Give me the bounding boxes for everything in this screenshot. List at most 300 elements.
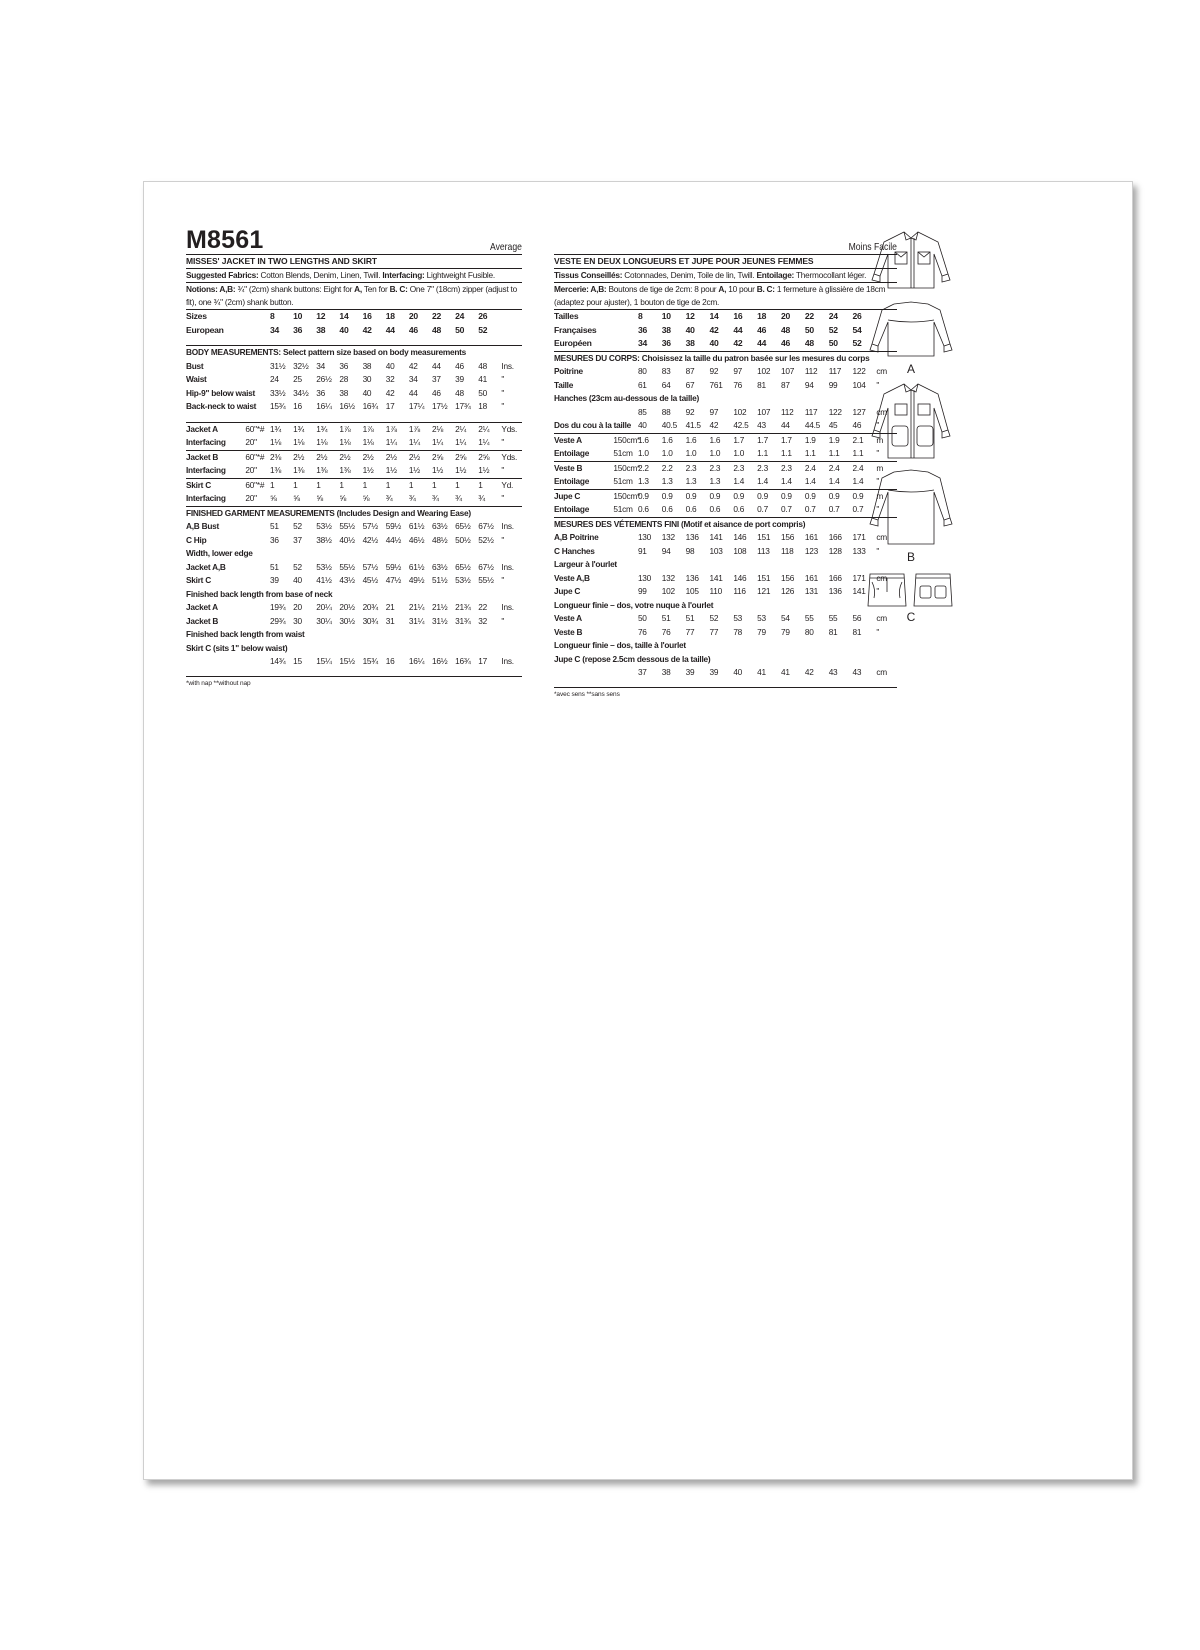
size-value: 1	[478, 478, 501, 492]
size-value: 122	[828, 406, 842, 417]
row-label: Veste A	[554, 613, 582, 624]
size-value: 2.3	[686, 461, 710, 475]
table-row	[554, 517, 897, 531]
size-value: 17	[385, 401, 395, 412]
fabric-width	[245, 324, 270, 338]
size-value: 14¾	[270, 656, 286, 667]
size-value: 1.4	[828, 476, 840, 487]
size-value: 141	[709, 572, 723, 583]
size-value: 16	[293, 401, 302, 412]
size-value: 30¾	[362, 615, 378, 626]
notions-view: A,	[354, 284, 362, 295]
fabric-width	[245, 655, 270, 669]
size-value: 94	[804, 379, 814, 390]
notions-en	[186, 283, 522, 310]
spacer	[186, 337, 522, 346]
size-value: 38½	[316, 534, 332, 545]
table-row	[186, 534, 522, 548]
pattern-title-fr: VESTE EN DEUX LONGUEURS ET JUPE POUR JEUNES FEMMES	[554, 255, 897, 269]
row-label: Jupe C	[554, 586, 581, 597]
row-label	[554, 406, 613, 420]
size-value: 1½	[408, 465, 420, 476]
fabric-width	[613, 531, 638, 545]
size-value: 51½	[431, 575, 448, 586]
row-label: Jacket B	[186, 450, 245, 464]
size-value: 43	[828, 667, 838, 678]
size-value: 2.4	[829, 461, 853, 475]
row-label: Veste B	[554, 626, 583, 637]
size-value: 166	[828, 572, 842, 583]
size-value: 0.9	[757, 489, 781, 503]
size-value: 15½	[339, 656, 355, 667]
size-value: 1½	[455, 465, 467, 476]
unit: "	[876, 379, 880, 390]
unit: Yds.	[501, 422, 522, 436]
fabric-width: 150cm*	[613, 461, 638, 475]
size-value: 40	[709, 338, 719, 349]
size-value: 1⅞	[339, 422, 362, 436]
footnote-en: *with nap **without nap	[186, 676, 522, 687]
table-row	[186, 387, 522, 401]
size-value: 8	[270, 311, 275, 322]
unit: "	[876, 420, 880, 431]
table-row	[554, 531, 897, 545]
unit: Ins.	[501, 360, 514, 371]
size-value: 38	[316, 324, 326, 335]
size-value: 63½	[431, 521, 448, 532]
size-value: 1¼	[385, 437, 397, 448]
table-row	[554, 626, 897, 640]
unit: Yds.	[501, 450, 522, 464]
size-value: 136	[828, 586, 842, 597]
fabric-width: 150cm*	[613, 433, 638, 447]
english-header	[186, 226, 522, 255]
size-value: 38	[339, 387, 349, 398]
size-value: 65½	[455, 521, 471, 532]
size-value: 1.4	[733, 476, 745, 487]
size-value: 30¼	[316, 615, 332, 626]
size-value: 81	[828, 626, 838, 637]
size-value: 57½	[362, 561, 378, 572]
size-value: 30	[293, 615, 302, 626]
size-value: 0.9	[829, 489, 853, 503]
size-value: 16½	[431, 656, 448, 667]
size-value: 117	[804, 406, 818, 417]
size-value: 0.7	[781, 504, 792, 515]
size-value: 102	[661, 586, 675, 597]
size-value: 26	[852, 311, 862, 322]
table-row	[186, 642, 522, 656]
size-value: 1⅜	[270, 465, 282, 476]
table-row	[186, 324, 522, 338]
table-row	[186, 588, 522, 602]
size-value: 54	[781, 613, 790, 624]
size-value: 1¾	[270, 422, 293, 436]
size-value: 1⅞	[409, 422, 432, 436]
size-value: 61½	[408, 561, 425, 572]
table-row	[186, 450, 522, 464]
size-value: 24	[455, 311, 465, 322]
size-value: 76	[733, 379, 743, 390]
size-value: 18	[478, 401, 487, 412]
fabric-width	[245, 601, 270, 615]
unit: "	[876, 476, 880, 487]
size-value: 65½	[455, 561, 471, 572]
size-value: 46	[408, 324, 418, 335]
view-label-b: B	[906, 550, 915, 564]
size-value: 17¼	[408, 401, 425, 412]
size-value: 79	[757, 626, 766, 637]
size-value: 37	[293, 534, 302, 545]
size-value: 51	[685, 613, 695, 624]
size-value: 55½	[478, 575, 494, 586]
size-value: 39	[709, 667, 719, 678]
size-value: 2½	[339, 450, 362, 464]
table-row	[186, 310, 522, 324]
size-value: 53	[757, 613, 766, 624]
size-value: ⅝	[362, 493, 370, 504]
table-row	[554, 406, 897, 420]
table-row	[554, 572, 897, 586]
size-value: 37	[637, 667, 647, 678]
fabric-width	[245, 360, 270, 374]
size-value: 36	[270, 534, 279, 545]
footnote-fr: *avec sens **sans sens	[554, 687, 897, 698]
notions-text: Boutons de tige de 2cm: 8 pour	[606, 284, 719, 295]
row-label: Jacket A	[186, 602, 218, 613]
english-column	[186, 226, 522, 687]
fabric-width: 60"*#	[245, 450, 270, 464]
size-value: 121	[757, 586, 771, 597]
size-value: 128	[828, 545, 842, 556]
table-row	[554, 419, 897, 433]
size-value: 61	[637, 379, 647, 390]
size-value: 20½	[339, 602, 355, 613]
size-value: 44	[781, 420, 790, 431]
fabric-width	[613, 337, 638, 351]
section-heading: MESURES DES VÉTEMENTS FINI (Motif et aisance de port compris)	[554, 517, 897, 531]
size-value: 41.5	[685, 420, 701, 431]
size-value: 17	[478, 656, 487, 667]
size-value: 2.2	[638, 461, 662, 475]
size-value: 44½	[385, 534, 402, 545]
size-value: 44	[733, 324, 743, 335]
table-row	[186, 655, 522, 669]
size-value: 50	[804, 324, 814, 335]
size-value: 17½	[431, 401, 448, 412]
size-value: 32	[385, 374, 395, 385]
size-value: 1¾	[316, 422, 339, 436]
size-value: 1.6	[662, 433, 686, 447]
size-value: 104	[852, 379, 866, 390]
row-label: Poitrine	[554, 366, 583, 377]
size-value: 1	[455, 478, 478, 492]
row-label: Européen	[554, 338, 592, 349]
size-value: ⅝	[270, 493, 277, 504]
size-value: 38	[661, 667, 671, 678]
size-value: 16	[362, 311, 372, 322]
row-label: Jacket B	[186, 615, 219, 626]
row-label: Entoilage	[554, 476, 590, 487]
size-value: 55	[828, 613, 838, 624]
size-value: 1⅛	[339, 437, 351, 448]
notions-text: ¾" (2cm) shank buttons: Eight for	[235, 284, 355, 295]
size-value: 76	[637, 626, 647, 637]
size-value: 1¼	[408, 437, 420, 448]
table-row	[554, 365, 897, 379]
interfacing-text: Lightweight Fusible.	[424, 270, 495, 280]
row-heading: Longueur finie – dos, taille à l'ourlet	[554, 640, 686, 651]
size-value: 1	[363, 478, 386, 492]
size-value: 52	[828, 324, 838, 335]
row-label: Hip-9" below waist	[186, 387, 256, 398]
size-value: 1.4	[757, 476, 768, 487]
size-value: 18	[757, 311, 767, 322]
size-value: 45	[828, 420, 838, 431]
row-label: A,B Bust	[186, 521, 220, 532]
table-row	[554, 653, 897, 667]
size-value: 44.5	[804, 420, 820, 431]
fabric-width	[613, 406, 638, 420]
size-value: 99	[637, 586, 647, 597]
size-value: 1.0	[685, 448, 697, 459]
size-value: 1.6	[638, 433, 662, 447]
size-value: 1	[293, 478, 316, 492]
size-value: 53½	[316, 561, 332, 572]
size-value: 63½	[431, 561, 448, 572]
size-value: 8	[637, 311, 643, 322]
unit: "	[501, 387, 505, 398]
size-value: 108	[733, 545, 747, 556]
size-value: 40½	[339, 534, 355, 545]
size-value: 1¼	[455, 437, 467, 448]
size-value: 36	[661, 338, 671, 349]
size-value: 1½	[362, 465, 374, 476]
fabric-width	[245, 615, 270, 629]
size-value: 99	[828, 379, 838, 390]
size-value: 16	[385, 656, 395, 667]
size-value: 1.4	[804, 476, 816, 487]
unit: Ins.	[501, 521, 514, 532]
row-label	[186, 655, 245, 669]
unit	[501, 324, 522, 338]
size-value: 2½	[293, 450, 316, 464]
fabric-width	[613, 379, 638, 393]
size-value: 98	[685, 545, 695, 556]
row-label: Jacket A	[186, 422, 245, 436]
size-value: 49½	[408, 575, 425, 586]
size-value: 171	[852, 572, 866, 583]
table-row	[186, 346, 522, 360]
size-value: 42	[362, 324, 372, 335]
row-label: Interfacing	[186, 493, 226, 504]
size-value: 0.6	[637, 504, 649, 515]
size-value: 146	[733, 572, 747, 583]
table-row	[554, 337, 897, 351]
fabric-width: 51cm	[613, 504, 633, 515]
size-value: 136	[685, 532, 699, 543]
row-heading: Width, lower edge	[186, 548, 253, 559]
size-value: 80	[637, 366, 647, 377]
size-value: 1	[386, 478, 409, 492]
table-row	[186, 506, 522, 520]
size-value: 1.0	[637, 448, 649, 459]
size-value: 53½	[316, 521, 332, 532]
fabric-width	[245, 534, 270, 548]
size-value: 2½	[386, 450, 409, 464]
size-value: 1	[316, 478, 339, 492]
size-value: 34	[637, 338, 647, 349]
size-value: ¾	[431, 493, 439, 504]
row-label: Waist	[186, 374, 207, 385]
size-value: 161	[804, 532, 818, 543]
table-row	[554, 639, 897, 653]
size-value: 0.6	[709, 504, 721, 515]
size-value: 43½	[339, 575, 355, 586]
size-value: 83	[661, 366, 671, 377]
size-value: 41	[781, 667, 790, 678]
size-value: 20	[781, 311, 791, 322]
size-value: 1.3	[661, 476, 673, 487]
jacket-a-front-sketch-icon	[868, 230, 954, 296]
size-value: 67½	[478, 561, 494, 572]
size-value: 67½	[478, 521, 494, 532]
size-value: ¾	[455, 493, 462, 504]
size-value: 1⅞	[386, 422, 409, 436]
table-row	[554, 545, 897, 559]
size-value: 0.9	[686, 489, 710, 503]
fabric-width	[613, 572, 638, 586]
size-value: 1¾	[293, 422, 316, 436]
notions-view: A,	[718, 284, 727, 295]
size-value: 81	[757, 379, 766, 390]
size-value: 31¾	[455, 615, 471, 626]
size-value: 127	[852, 406, 866, 417]
unit: "	[501, 615, 505, 626]
size-value: 79	[781, 626, 790, 637]
size-chart-en	[186, 310, 522, 669]
unit: "	[501, 437, 505, 448]
notions-text: Ten for	[361, 284, 390, 295]
size-value: 141	[852, 586, 866, 597]
size-value: 20¼	[316, 602, 332, 613]
size-value: 97	[709, 406, 719, 417]
size-value: 22	[478, 602, 487, 613]
fabric-width	[613, 545, 638, 559]
unit: "	[876, 448, 880, 459]
size-value: 44	[431, 360, 441, 371]
table-row	[186, 400, 522, 414]
table-row	[186, 414, 522, 423]
size-value: 46	[781, 338, 791, 349]
size-value: 0.6	[685, 504, 697, 515]
size-value: 1.1	[781, 448, 792, 459]
size-value: 46	[455, 360, 464, 371]
row-label: Interfacing	[186, 437, 226, 448]
size-value: 52	[293, 561, 302, 572]
size-value: ⅝	[339, 493, 347, 504]
view-sketches	[866, 230, 956, 624]
size-value: 1⅜	[316, 465, 328, 476]
row-label: Bust	[186, 360, 204, 371]
row-label: Dos du cou à la taille	[554, 420, 632, 431]
size-value: 52½	[478, 534, 494, 545]
table-row	[186, 520, 522, 534]
fabric-width: 20"	[245, 493, 257, 504]
row-label: C Hanches	[554, 545, 595, 556]
size-value: 1⅞	[363, 422, 386, 436]
row-label: C Hip	[186, 534, 207, 545]
row-label: Taille	[554, 379, 574, 390]
size-value: 50	[637, 613, 647, 624]
size-value: 112	[804, 366, 818, 377]
size-value: 51	[270, 561, 279, 572]
size-value: 39	[455, 374, 464, 385]
fabric-width: 51cm	[613, 476, 633, 487]
size-value: 2.3	[709, 461, 733, 475]
size-value: 48	[455, 387, 464, 398]
row-label: Entoilage	[554, 448, 590, 459]
size-value: 36	[637, 324, 647, 335]
size-value: 151	[757, 532, 771, 543]
size-value: 87	[685, 366, 695, 377]
size-value: 50	[828, 338, 838, 349]
row-label	[554, 666, 613, 680]
unit: cm	[876, 532, 887, 543]
table-row	[554, 558, 897, 572]
size-value: 50½	[455, 534, 471, 545]
size-value: 47½	[385, 575, 402, 586]
size-value: 0.7	[852, 504, 864, 515]
size-value: 0.6	[733, 504, 745, 515]
row-label: Veste A,B	[554, 572, 590, 583]
size-value: 2½	[316, 450, 339, 464]
size-value: 171	[852, 532, 866, 543]
size-value: 151	[757, 572, 771, 583]
size-value: 61½	[408, 521, 425, 532]
size-value: 16	[733, 311, 743, 322]
fabric-width	[613, 666, 638, 680]
size-value: 1½	[431, 465, 444, 476]
size-value: 53	[733, 613, 743, 624]
size-value: 2.3	[781, 461, 805, 475]
suggested-fabrics-fr	[554, 269, 897, 283]
table-row	[554, 324, 897, 338]
skirt-c-sketch-icon	[866, 570, 956, 610]
size-value: 20¾	[362, 602, 378, 613]
notions-label: Notions: A,B:	[186, 284, 236, 295]
size-value: 38	[661, 324, 671, 335]
row-label: Veste B	[554, 461, 613, 475]
size-value: 14	[709, 311, 719, 322]
row-heading: Finished back length from waist	[186, 629, 305, 640]
size-value: 118	[781, 545, 794, 556]
size-value: 52	[709, 613, 719, 624]
row-label: Sizes	[186, 311, 207, 322]
table-row	[554, 585, 897, 599]
unit: m	[876, 489, 897, 503]
pattern-envelope-back	[143, 181, 1133, 1480]
section-heading: BODY MEASUREMENTS: Select pattern size based on body measurements	[186, 346, 522, 360]
size-value: 22	[804, 311, 814, 322]
size-value: 156	[781, 572, 795, 583]
size-value: 57½	[362, 521, 378, 532]
size-value: 0.7	[757, 504, 768, 515]
size-value: 10	[661, 311, 671, 322]
size-value: 48½	[431, 534, 448, 545]
size-value: 1.6	[686, 433, 710, 447]
size-value: 161	[804, 572, 818, 583]
